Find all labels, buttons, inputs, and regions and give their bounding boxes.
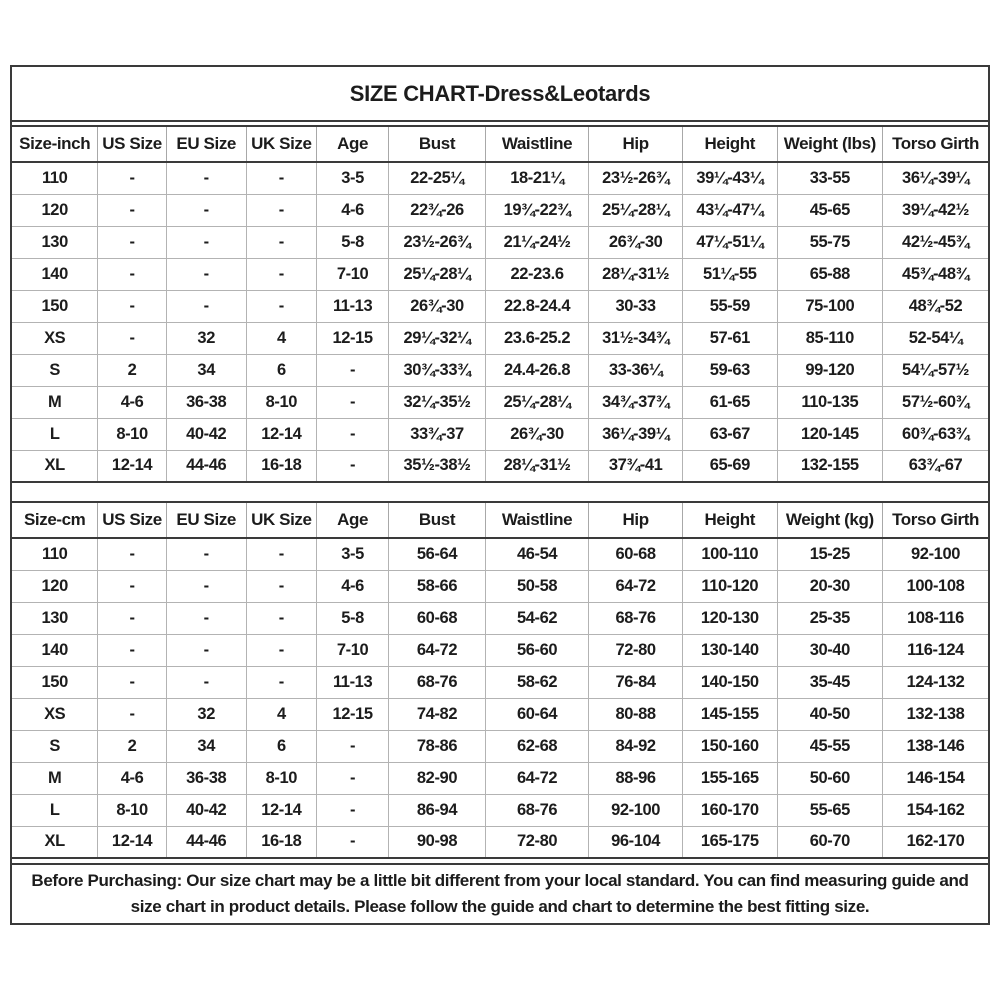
table-cell: 61-65 [682, 386, 777, 418]
table-cell: 74-82 [389, 698, 486, 730]
table-cell: 63¾-67 [883, 450, 988, 482]
table-cell: - [316, 730, 388, 762]
column-header: US Size [98, 126, 166, 162]
size-label-cell: 120 [12, 194, 98, 226]
table-cell: - [98, 538, 166, 570]
column-header: Size-cm [12, 502, 98, 538]
table-cell: - [166, 538, 246, 570]
column-header: Size-inch [12, 126, 98, 162]
table-cell: 100-110 [682, 538, 777, 570]
table-cell: 46-54 [485, 538, 588, 570]
size-label-cell: 130 [12, 602, 98, 634]
table-cell: 8-10 [246, 386, 316, 418]
table-cell: 7-10 [316, 634, 388, 666]
table-cell: 84-92 [589, 730, 683, 762]
size-table-cm [12, 501, 988, 859]
table-cell: - [98, 162, 166, 194]
table-cell: 54-62 [485, 602, 588, 634]
size-label-cell: XS [12, 322, 98, 354]
table-cell: 2 [98, 354, 166, 386]
table-cell: 45-65 [777, 194, 882, 226]
table-cell: - [98, 570, 166, 602]
table-cell: - [166, 226, 246, 258]
table-cell: 75-100 [777, 290, 882, 322]
table-cell: 64-72 [389, 634, 486, 666]
table-cell: 116-124 [883, 634, 988, 666]
table-cell: - [316, 386, 388, 418]
table-cell: 60-68 [389, 602, 486, 634]
table-row [12, 450, 988, 482]
table-cell: 4-6 [316, 570, 388, 602]
table-cell: 23½-26¾ [589, 162, 683, 194]
table-cell: 86-94 [389, 794, 486, 826]
table-row [12, 794, 988, 826]
table-cell: 62-68 [485, 730, 588, 762]
table-body-cm [12, 538, 988, 858]
size-label-cell: XS [12, 698, 98, 730]
table-cell: 44-46 [166, 826, 246, 858]
column-header: Bust [389, 126, 486, 162]
table-cell: 64-72 [589, 570, 683, 602]
table-row [12, 258, 988, 290]
table-cell: 92-100 [883, 538, 988, 570]
table-cell: 42½-45¾ [883, 226, 988, 258]
table-cell: - [246, 162, 316, 194]
table-cell: 80-88 [589, 698, 683, 730]
table-cell: - [98, 666, 166, 698]
table-cell: 120-130 [682, 602, 777, 634]
table-cell: - [246, 194, 316, 226]
column-header: UK Size [246, 126, 316, 162]
table-cell: 160-170 [682, 794, 777, 826]
table-cell: 37¾-41 [589, 450, 683, 482]
table-cell: 48¾-52 [883, 290, 988, 322]
size-label-cell: 150 [12, 666, 98, 698]
table-cell: 110-120 [682, 570, 777, 602]
table-cell: 34 [166, 730, 246, 762]
table-row [12, 666, 988, 698]
table-row [12, 322, 988, 354]
table-cell: 34¾-37¾ [589, 386, 683, 418]
table-row [12, 826, 988, 858]
table-cell: - [98, 194, 166, 226]
table-cell: 30¾-33¾ [389, 354, 486, 386]
table-cell: 132-155 [777, 450, 882, 482]
table-cell: 36¼-39¼ [883, 162, 988, 194]
table-cell: - [316, 450, 388, 482]
table-cell: 3-5 [316, 538, 388, 570]
table-cell: - [246, 290, 316, 322]
table-cell: 26¾-30 [389, 290, 486, 322]
table-cell: - [98, 698, 166, 730]
table-row [12, 602, 988, 634]
table-row [12, 226, 988, 258]
table-row [12, 730, 988, 762]
table-cell: 63-67 [682, 418, 777, 450]
table-row [12, 418, 988, 450]
table-cell: 30-40 [777, 634, 882, 666]
table-cell: 51¼-55 [682, 258, 777, 290]
table-cell: - [246, 570, 316, 602]
table-row [12, 634, 988, 666]
table-cell: 16-18 [246, 450, 316, 482]
table-cell: 12-14 [98, 826, 166, 858]
table-cell: 120-145 [777, 418, 882, 450]
size-label-cell: 110 [12, 538, 98, 570]
table-cell: 28¼-31½ [589, 258, 683, 290]
column-header: Hip [589, 126, 683, 162]
table-cell: 36-38 [166, 762, 246, 794]
table-cell: 24.4-26.8 [485, 354, 588, 386]
table-cell: 99-120 [777, 354, 882, 386]
table-cell: - [98, 290, 166, 322]
table-cell: 40-42 [166, 418, 246, 450]
table-cell: 155-165 [682, 762, 777, 794]
table-cell: 5-8 [316, 602, 388, 634]
table-cell: 56-64 [389, 538, 486, 570]
table-cell: 28¼-31½ [485, 450, 588, 482]
table-cell: 44-46 [166, 450, 246, 482]
table-cell: 76-84 [589, 666, 683, 698]
table-cell: 50-60 [777, 762, 882, 794]
size-label-cell: M [12, 386, 98, 418]
size-table-inch [12, 125, 988, 483]
table-cell: 78-86 [389, 730, 486, 762]
table-cell: 60-68 [589, 538, 683, 570]
table-cell: - [246, 634, 316, 666]
table-cell: 12-15 [316, 322, 388, 354]
table-cell: 39¼-43¼ [682, 162, 777, 194]
table-cell: - [166, 258, 246, 290]
table-cell: 110-135 [777, 386, 882, 418]
table-cell: 26¾-30 [589, 226, 683, 258]
table-cell: 92-100 [589, 794, 683, 826]
table-cell: 35½-38½ [389, 450, 486, 482]
table-cell: 55-75 [777, 226, 882, 258]
table-cell: 12-15 [316, 698, 388, 730]
table-cell: 68-76 [589, 602, 683, 634]
table-cell: - [246, 602, 316, 634]
table-cell: 4 [246, 322, 316, 354]
table-cell: 138-146 [883, 730, 988, 762]
table-cell: 33-36¼ [589, 354, 683, 386]
table-cell: 162-170 [883, 826, 988, 858]
column-header: Torso Girth [883, 502, 988, 538]
table-cell: 23½-26¾ [389, 226, 486, 258]
table-cell: 6 [246, 354, 316, 386]
column-header: EU Size [166, 502, 246, 538]
table-cell: - [246, 538, 316, 570]
table-cell: 140-150 [682, 666, 777, 698]
table-cell: 40-50 [777, 698, 882, 730]
table-cell: 60-70 [777, 826, 882, 858]
table-cell: 25¼-28¼ [589, 194, 683, 226]
table-cell: 45¾-48¾ [883, 258, 988, 290]
table-cell: - [166, 194, 246, 226]
column-header: Weight (lbs) [777, 126, 882, 162]
table-cell: 8-10 [98, 794, 166, 826]
table-cell: 4-6 [98, 386, 166, 418]
table-cell: 60-64 [485, 698, 588, 730]
table-body-inch [12, 162, 988, 482]
table-cell: - [98, 322, 166, 354]
purchase-note-line2: size chart in product details. Please follow the guide and chart to determine the best fitting size. [130, 897, 870, 916]
table-cell: 39¼-42½ [883, 194, 988, 226]
table-row [12, 194, 988, 226]
table-cell: - [166, 570, 246, 602]
table-cell: - [246, 666, 316, 698]
size-label-cell: 150 [12, 290, 98, 322]
size-label-cell: 130 [12, 226, 98, 258]
table-cell: 90-98 [389, 826, 486, 858]
column-header: Weight (kg) [777, 502, 882, 538]
table-cell: - [316, 794, 388, 826]
table-cell: 88-96 [589, 762, 683, 794]
column-header: Hip [589, 502, 683, 538]
table-cell: 30-33 [589, 290, 683, 322]
table-cell: 108-116 [883, 602, 988, 634]
purchase-note [12, 863, 988, 923]
table-cell: 165-175 [682, 826, 777, 858]
table-header-row-inch [12, 126, 988, 162]
table-cell: 4 [246, 698, 316, 730]
table-cell: 33¾-37 [389, 418, 486, 450]
table-cell: 43¼-47¼ [682, 194, 777, 226]
page-title: SIZE CHART-Dress&Leotards [349, 80, 651, 106]
table-cell: 56-60 [485, 634, 588, 666]
table-cell: 68-76 [389, 666, 486, 698]
table-cell: 72-80 [485, 826, 588, 858]
table-row [12, 538, 988, 570]
table-cell: - [98, 258, 166, 290]
table-cell: 132-138 [883, 698, 988, 730]
table-cell: 57-61 [682, 322, 777, 354]
table-cell: 82-90 [389, 762, 486, 794]
table-cell: 23.6-25.2 [485, 322, 588, 354]
table-cell: - [166, 666, 246, 698]
table-row [12, 386, 988, 418]
table-cell: 12-14 [98, 450, 166, 482]
table-cell: 45-55 [777, 730, 882, 762]
table-header-row-cm [12, 502, 988, 538]
table-row [12, 762, 988, 794]
table-cell: 11-13 [316, 290, 388, 322]
table-cell: 26¾-30 [485, 418, 588, 450]
table-cell: 4-6 [98, 762, 166, 794]
table-cell: 154-162 [883, 794, 988, 826]
table-cell: 12-14 [246, 794, 316, 826]
table-cell: 22.8-24.4 [485, 290, 588, 322]
table-cell: 33-55 [777, 162, 882, 194]
table-cell: 55-65 [777, 794, 882, 826]
table-cell: 58-66 [389, 570, 486, 602]
table-cell: 6 [246, 730, 316, 762]
table-cell: 12-14 [246, 418, 316, 450]
table-cell: - [166, 162, 246, 194]
table-cell: 19¾-22¾ [485, 194, 588, 226]
size-label-cell: 110 [12, 162, 98, 194]
size-label-cell: L [12, 794, 98, 826]
table-cell: 2 [98, 730, 166, 762]
size-chart-sheet [10, 65, 990, 925]
size-label-cell: S [12, 354, 98, 386]
table-cell: 145-155 [682, 698, 777, 730]
table-row [12, 698, 988, 730]
purchase-note-line1: Before Purchasing: Our size chart may be a little bit different from your local standard. You can find measuring guide and [31, 870, 969, 890]
table-cell: 65-69 [682, 450, 777, 482]
table-cell: 64-72 [485, 762, 588, 794]
table-cell: 8-10 [246, 762, 316, 794]
column-header: Torso Girth [883, 126, 988, 162]
size-label-cell: 140 [12, 258, 98, 290]
table-row [12, 290, 988, 322]
table-cell: 22¾-26 [389, 194, 486, 226]
table-cell: 57½-60¾ [883, 386, 988, 418]
column-header: Waistline [485, 126, 588, 162]
table-cell: 47¼-51¼ [682, 226, 777, 258]
table-cell: 96-104 [589, 826, 683, 858]
table-cell: 85-110 [777, 322, 882, 354]
size-label-cell: M [12, 762, 98, 794]
table-cell: - [166, 602, 246, 634]
table-cell: 18-21¼ [485, 162, 588, 194]
table-cell: 59-63 [682, 354, 777, 386]
table-cell: 25-35 [777, 602, 882, 634]
table-cell: 31½-34¾ [589, 322, 683, 354]
table-cell: 29¼-32¼ [389, 322, 486, 354]
column-header: Height [682, 502, 777, 538]
table-cell: 72-80 [589, 634, 683, 666]
size-label-cell: XL [12, 450, 98, 482]
table-cell: 7-10 [316, 258, 388, 290]
table-row [12, 570, 988, 602]
table-cell: - [98, 226, 166, 258]
table-cell: 55-59 [682, 290, 777, 322]
table-cell: - [98, 602, 166, 634]
column-header: Waistline [485, 502, 588, 538]
size-label-cell: 120 [12, 570, 98, 602]
table-cell: 4-6 [316, 194, 388, 226]
table-cell: 11-13 [316, 666, 388, 698]
size-label-cell: 140 [12, 634, 98, 666]
table-cell: 34 [166, 354, 246, 386]
table-cell: 16-18 [246, 826, 316, 858]
table-cell: - [316, 826, 388, 858]
table-cell: 150-160 [682, 730, 777, 762]
table-cell: - [166, 634, 246, 666]
table-cell: 65-88 [777, 258, 882, 290]
table-cell: - [316, 418, 388, 450]
table-cell: 32 [166, 322, 246, 354]
table-cell: 5-8 [316, 226, 388, 258]
table-cell: 3-5 [316, 162, 388, 194]
table-cell: 36¼-39¼ [589, 418, 683, 450]
table-cell: 25¼-28¼ [485, 386, 588, 418]
table-cell: - [246, 258, 316, 290]
column-header: UK Size [246, 502, 316, 538]
table-cell: 58-62 [485, 666, 588, 698]
table-cell: 130-140 [682, 634, 777, 666]
title-bar [12, 67, 988, 122]
size-label-cell: XL [12, 826, 98, 858]
table-cell: 32¼-35½ [389, 386, 486, 418]
table-row [12, 354, 988, 386]
table-cell: - [98, 634, 166, 666]
table-cell: 15-25 [777, 538, 882, 570]
column-header: EU Size [166, 126, 246, 162]
column-header: US Size [98, 502, 166, 538]
table-cell: 8-10 [98, 418, 166, 450]
table-cell: 68-76 [485, 794, 588, 826]
table-cell: 20-30 [777, 570, 882, 602]
table-cell: 100-108 [883, 570, 988, 602]
table-cell: 22-25¼ [389, 162, 486, 194]
table-cell: 22-23.6 [485, 258, 588, 290]
column-header: Bust [389, 502, 486, 538]
table-cell: 50-58 [485, 570, 588, 602]
column-header: Age [316, 126, 388, 162]
table-cell: 35-45 [777, 666, 882, 698]
table-cell: 54¼-57½ [883, 354, 988, 386]
table-cell: 21¼-24½ [485, 226, 588, 258]
table-cell: 124-132 [883, 666, 988, 698]
table-cell: 25¼-28¼ [389, 258, 486, 290]
table-cell: 52-54¼ [883, 322, 988, 354]
table-cell: - [316, 762, 388, 794]
table-row [12, 162, 988, 194]
size-label-cell: L [12, 418, 98, 450]
column-header: Age [316, 502, 388, 538]
size-label-cell: S [12, 730, 98, 762]
table-cell: 36-38 [166, 386, 246, 418]
table-cell: - [246, 226, 316, 258]
table-cell: - [316, 354, 388, 386]
table-cell: - [166, 290, 246, 322]
table-cell: 146-154 [883, 762, 988, 794]
table-cell: 60¾-63¾ [883, 418, 988, 450]
column-header: Height [682, 126, 777, 162]
table-cell: 32 [166, 698, 246, 730]
table-cell: 40-42 [166, 794, 246, 826]
